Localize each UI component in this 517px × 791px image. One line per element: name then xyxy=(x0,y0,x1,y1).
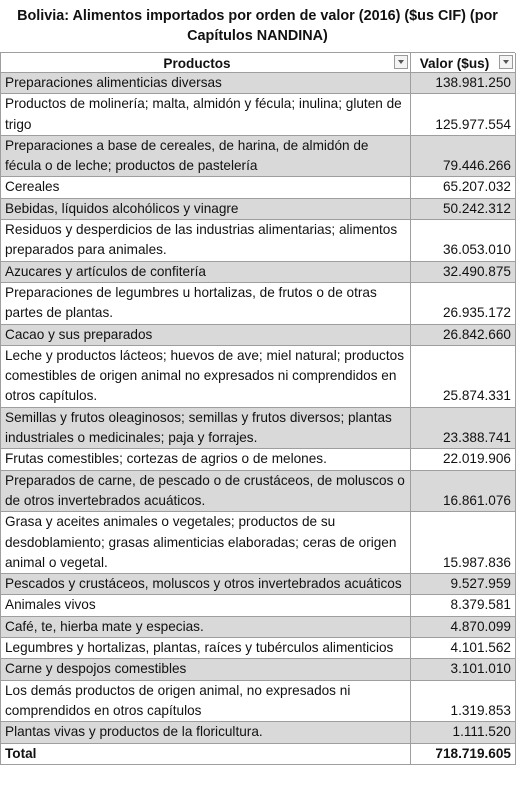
total-row xyxy=(1,743,516,764)
product-cell: Plantas vivas y productos de la floricultura. xyxy=(1,722,411,743)
product-cell: Carne y despojos comestibles xyxy=(1,659,411,680)
product-cell: Preparaciones de legumbres u hortalizas, de frutos o de otras partes de plantas. xyxy=(1,282,411,324)
table-row xyxy=(1,449,516,470)
value-cell: 50.242.312 xyxy=(411,198,516,219)
value-cell: 26.935.172 xyxy=(411,282,516,324)
table-row xyxy=(1,722,516,743)
table-row xyxy=(1,94,516,136)
table-row xyxy=(1,220,516,262)
value-cell: 16.861.076 xyxy=(411,470,516,512)
total-label: Total xyxy=(1,743,411,764)
value-cell: 9.527.959 xyxy=(411,574,516,595)
value-cell: 23.388.741 xyxy=(411,407,516,449)
table-row xyxy=(1,470,516,512)
title-line-1: Bolivia: Alimentos importados por orden de valor (2016) ($us CIF) (por xyxy=(17,8,498,24)
product-cell: Pescados y crustáceos, moluscos y otros invertebrados acuáticos xyxy=(1,574,411,595)
header-productos-label: Productos xyxy=(163,56,231,71)
imports-table xyxy=(0,53,516,765)
product-cell: Productos de molinería; malta, almidón y fécula; inulina; gluten de trigo xyxy=(1,94,411,136)
value-cell: 138.981.250 xyxy=(411,73,516,94)
product-cell: Bebidas, líquidos alcohólicos y vinagre xyxy=(1,198,411,219)
value-cell: 25.874.331 xyxy=(411,345,516,407)
product-cell: Animales vivos xyxy=(1,595,411,616)
product-cell: Los demás productos de origen animal, no expresados ni comprendidos en otros capítulos xyxy=(1,680,411,722)
product-cell: Cereales xyxy=(1,177,411,198)
value-cell: 8.379.581 xyxy=(411,595,516,616)
table-row xyxy=(1,638,516,659)
product-cell: Leche y productos lácteos; huevos de ave; miel natural; productos comestibles de origen animal no expresados ni comprendidos en otros capítulos. xyxy=(1,345,411,407)
table-row xyxy=(1,282,516,324)
table-row xyxy=(1,177,516,198)
value-cell: 4.101.562 xyxy=(411,638,516,659)
table-row xyxy=(1,261,516,282)
value-cell: 3.101.010 xyxy=(411,659,516,680)
value-cell: 79.446.266 xyxy=(411,135,516,177)
product-cell: Semillas y frutos oleaginosos; semillas y frutos diversos; plantas industriales o medicinales; paja y forrajes. xyxy=(1,407,411,449)
product-cell: Frutas comestibles; cortezas de agrios o de melones. xyxy=(1,449,411,470)
table-row xyxy=(1,512,516,574)
value-cell: 32.490.875 xyxy=(411,261,516,282)
table-row xyxy=(1,616,516,637)
table-row xyxy=(1,324,516,345)
table-row xyxy=(1,73,516,94)
filter-dropdown-icon[interactable] xyxy=(499,55,513,69)
table-row xyxy=(1,680,516,722)
product-cell: Azucares y artículos de confitería xyxy=(1,261,411,282)
value-cell: 22.019.906 xyxy=(411,449,516,470)
title-line-2: Capítulos NANDINA) xyxy=(187,28,328,44)
product-cell: Legumbres y hortalizas, plantas, raíces y tubérculos alimenticios xyxy=(1,638,411,659)
filter-dropdown-icon[interactable] xyxy=(394,55,408,69)
table-row xyxy=(1,595,516,616)
header-valor-label: Valor ($us) xyxy=(419,56,490,71)
value-cell: 36.053.010 xyxy=(411,220,516,262)
value-cell: 65.207.032 xyxy=(411,177,516,198)
value-cell: 4.870.099 xyxy=(411,616,516,637)
table-row xyxy=(1,407,516,449)
header-row xyxy=(1,53,516,73)
product-cell: Grasa y aceites animales o vegetales; productos de su desdoblamiento; grasas alimenticias elaboradas; ceras de origen animal o vegetal. xyxy=(1,512,411,574)
value-cell: 26.842.660 xyxy=(411,324,516,345)
table-body xyxy=(1,73,516,744)
product-cell: Residuos y desperdicios de las industrias alimentarias; alimentos preparados para animales. xyxy=(1,220,411,262)
value-cell: 125.977.554 xyxy=(411,94,516,136)
product-cell: Preparaciones a base de cereales, de harina, de almidón de fécula o de leche; productos de pastelería xyxy=(1,135,411,177)
table-row xyxy=(1,135,516,177)
table-row xyxy=(1,659,516,680)
value-cell: 1.111.520 xyxy=(411,722,516,743)
value-cell: 1.319.853 xyxy=(411,680,516,722)
header-valor xyxy=(411,53,516,73)
total-value: 718.719.605 xyxy=(411,743,516,764)
table-row xyxy=(1,198,516,219)
header-productos xyxy=(1,53,411,73)
value-cell: 15.987.836 xyxy=(411,512,516,574)
table-row xyxy=(1,345,516,407)
product-cell: Cacao y sus preparados xyxy=(1,324,411,345)
product-cell: Preparados de carne, de pescado o de crustáceos, de moluscos o de otros invertebrados acuáticos. xyxy=(1,470,411,512)
table-row xyxy=(1,574,516,595)
product-cell: Café, te, hierba mate y especias. xyxy=(1,616,411,637)
table-title xyxy=(0,0,515,53)
product-cell: Preparaciones alimenticias diversas xyxy=(1,73,411,94)
